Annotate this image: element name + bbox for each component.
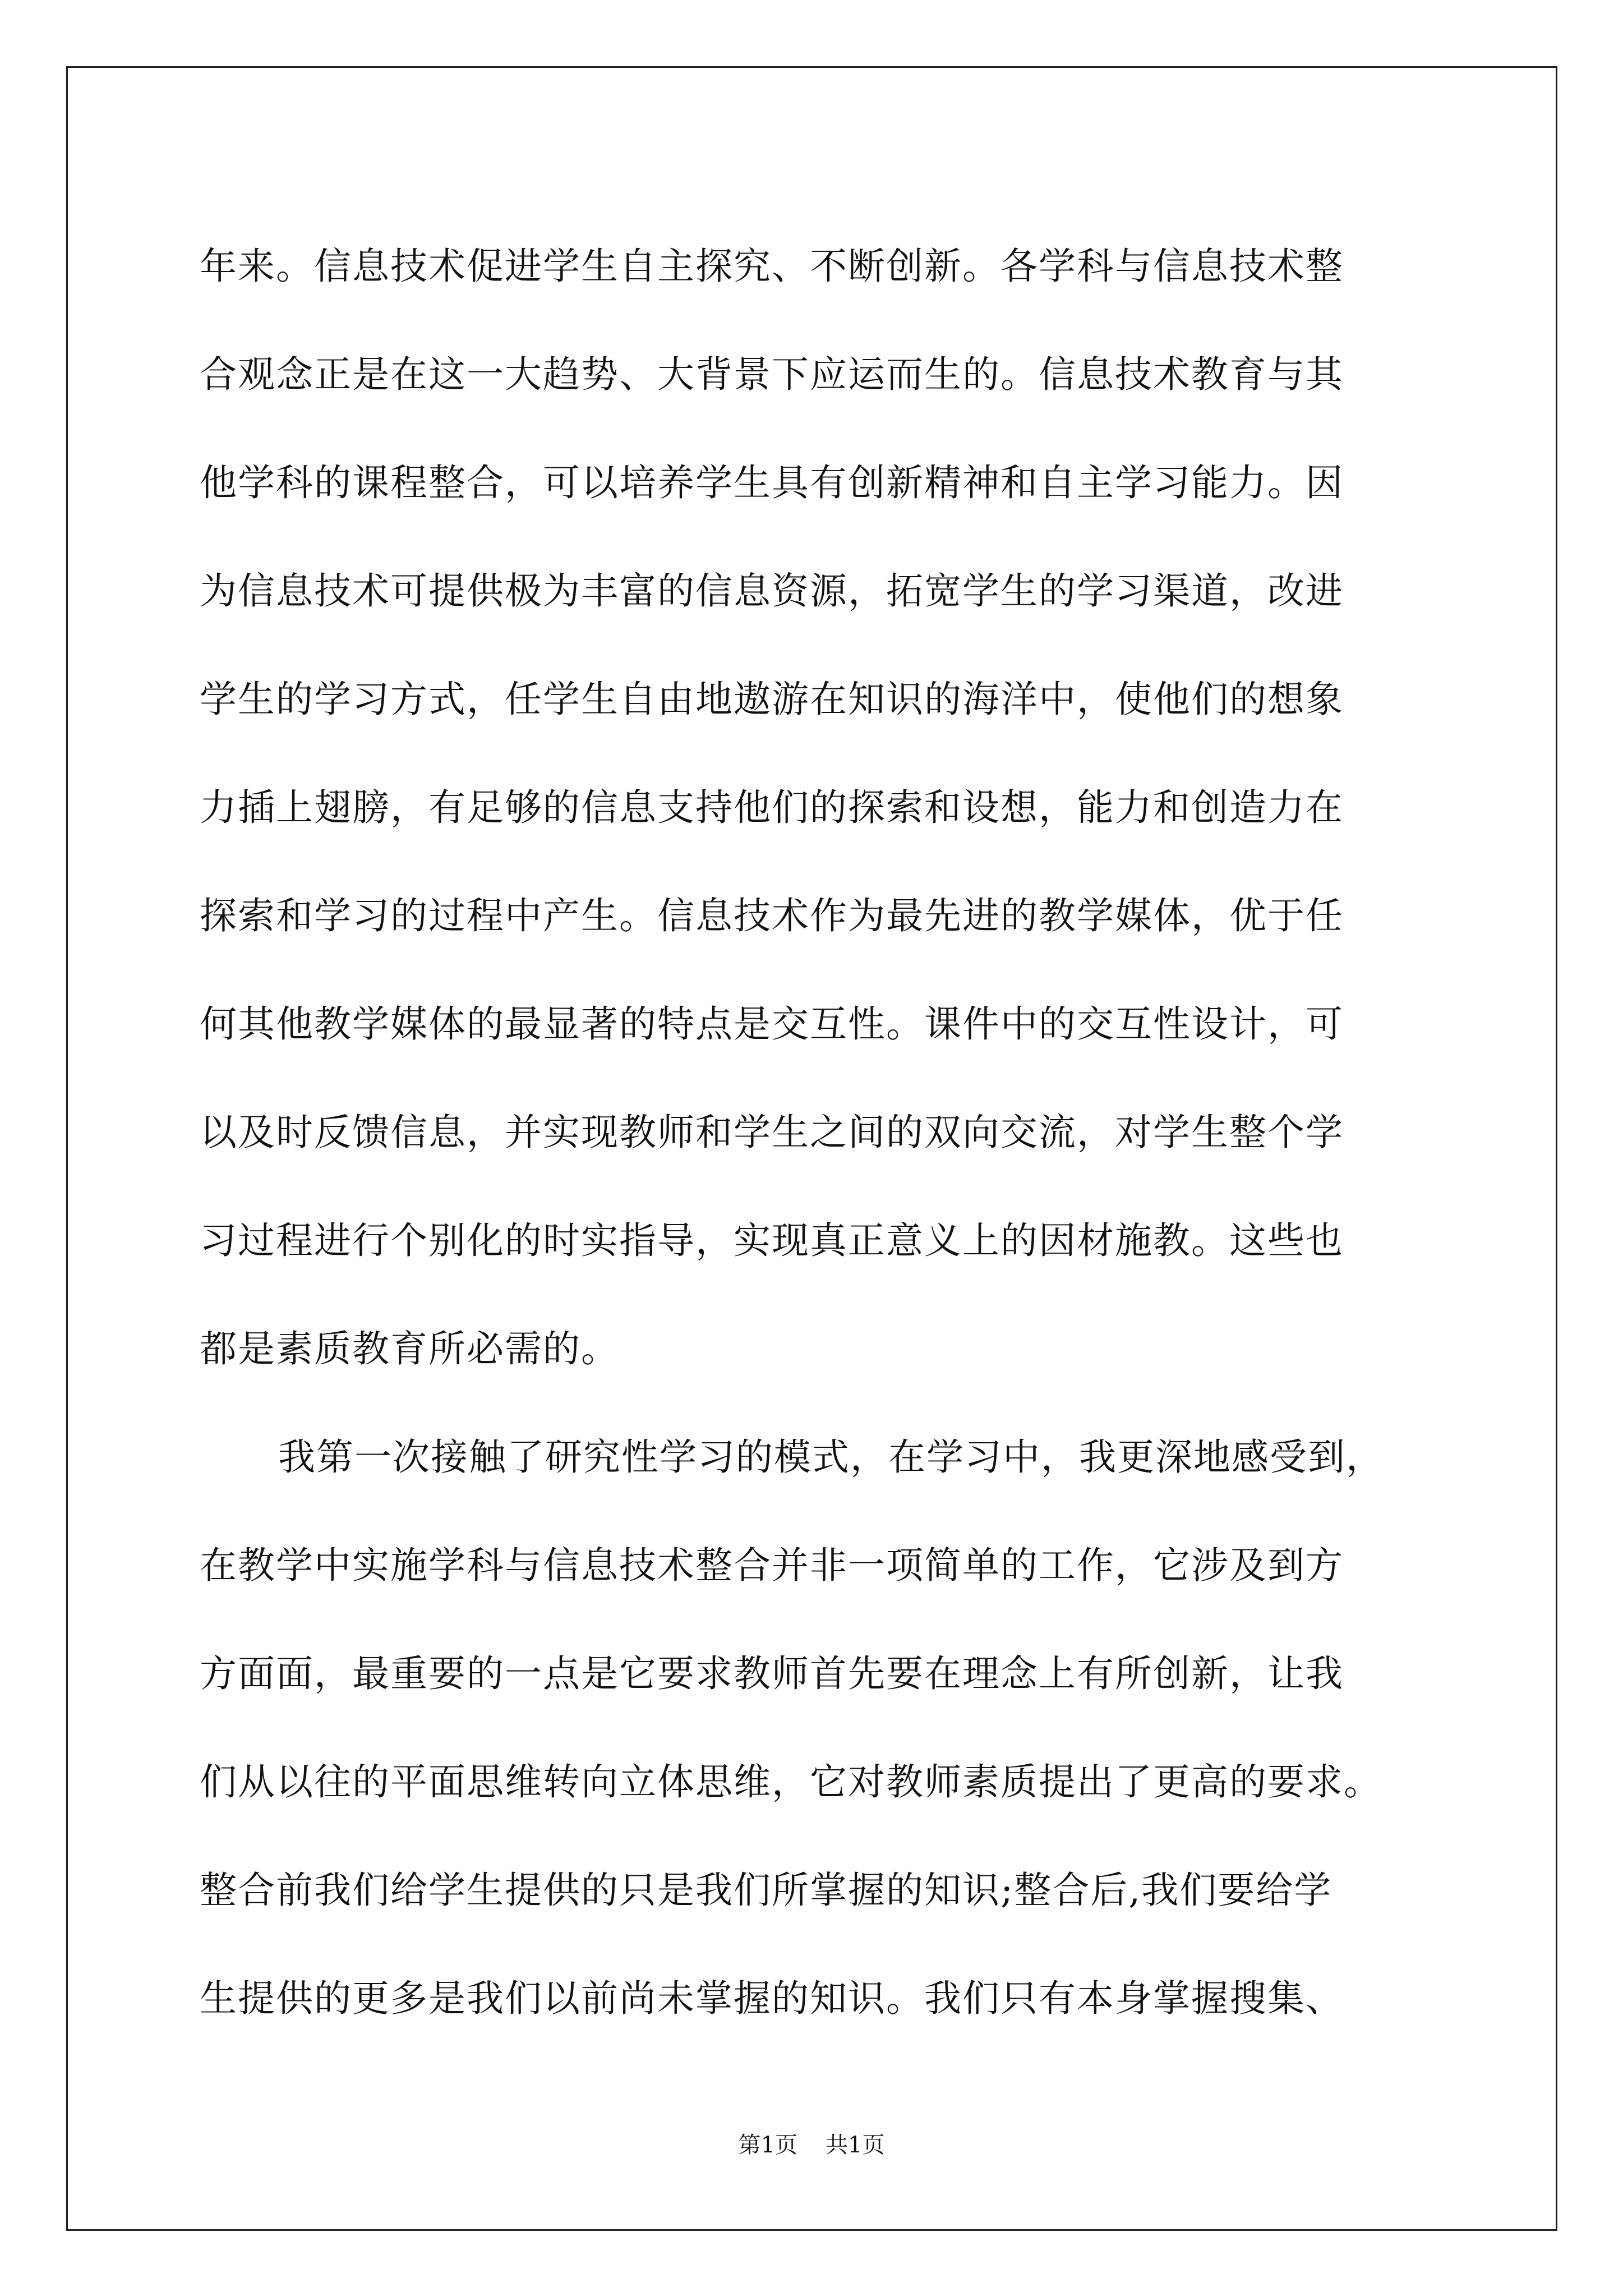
text-line: 年来。信息技术促进学生自主探究、不断创新。各学科与信息技术整 (200, 245, 1344, 288)
page-number: 第1页 (738, 2132, 797, 2158)
text-line: 在教学中实施学科与信息技术整合并非一项简单的工作，它涉及到方 (200, 1544, 1344, 1587)
text-line: 都是素质教育所必需的。 (200, 1327, 619, 1370)
text-line: 整合前我们给学生提供的只是我们所掌握的知识;整合后,我们要给学 (200, 1869, 1332, 1912)
text-line: 他学科的课程整合，可以培养学生具有创新精神和自主学习能力。因 (200, 461, 1344, 504)
paragraph-start-line: 我第一次接触了研究性学习的模式，在学习中，我更深地感受到， (278, 1435, 1384, 1479)
text-line: 合观念正是在这一大趋势、大背景下应运而生的。信息技术教育与其 (200, 353, 1344, 396)
text-line: 学生的学习方式，任学生自由地遨游在知识的海洋中，使他们的想象 (200, 678, 1344, 721)
text-line: 习过程进行个别化的时实指导，实现真正意义上的因材施教。这些也 (200, 1219, 1344, 1262)
text-line: 以及时反馈信息，并实现教师和学生之间的双向交流，对学生整个学 (200, 1111, 1344, 1154)
total-pages: 共1页 (826, 2132, 885, 2158)
text-line: 们从以往的平面思维转向立体思维，它对教师素质提出了更高的要求。 (200, 1760, 1382, 1803)
document-body (200, 212, 1433, 2053)
text-line: 力插上翅膀，有足够的信息支持他们的探索和设想，能力和创造力在 (200, 786, 1344, 829)
text-line: 为信息技术可提供极为丰富的信息资源，拓宽学生的学习渠道，改进 (200, 569, 1344, 613)
text-line: 生提供的更多是我们以前尚未掌握的知识。我们只有本身掌握搜集、 (200, 1977, 1344, 2020)
text-line: 何其他教学媒体的最显著的特点是交互性。课件中的交互性设计，可 (200, 1002, 1344, 1046)
text-line: 方面面，最重要的一点是它要求教师首先要在理念上有所创新，让我 (200, 1652, 1344, 1695)
text-line: 探索和学习的过程中产生。信息技术作为最先进的教学媒体，优于任 (200, 894, 1344, 937)
page-footer (0, 2128, 1623, 2162)
